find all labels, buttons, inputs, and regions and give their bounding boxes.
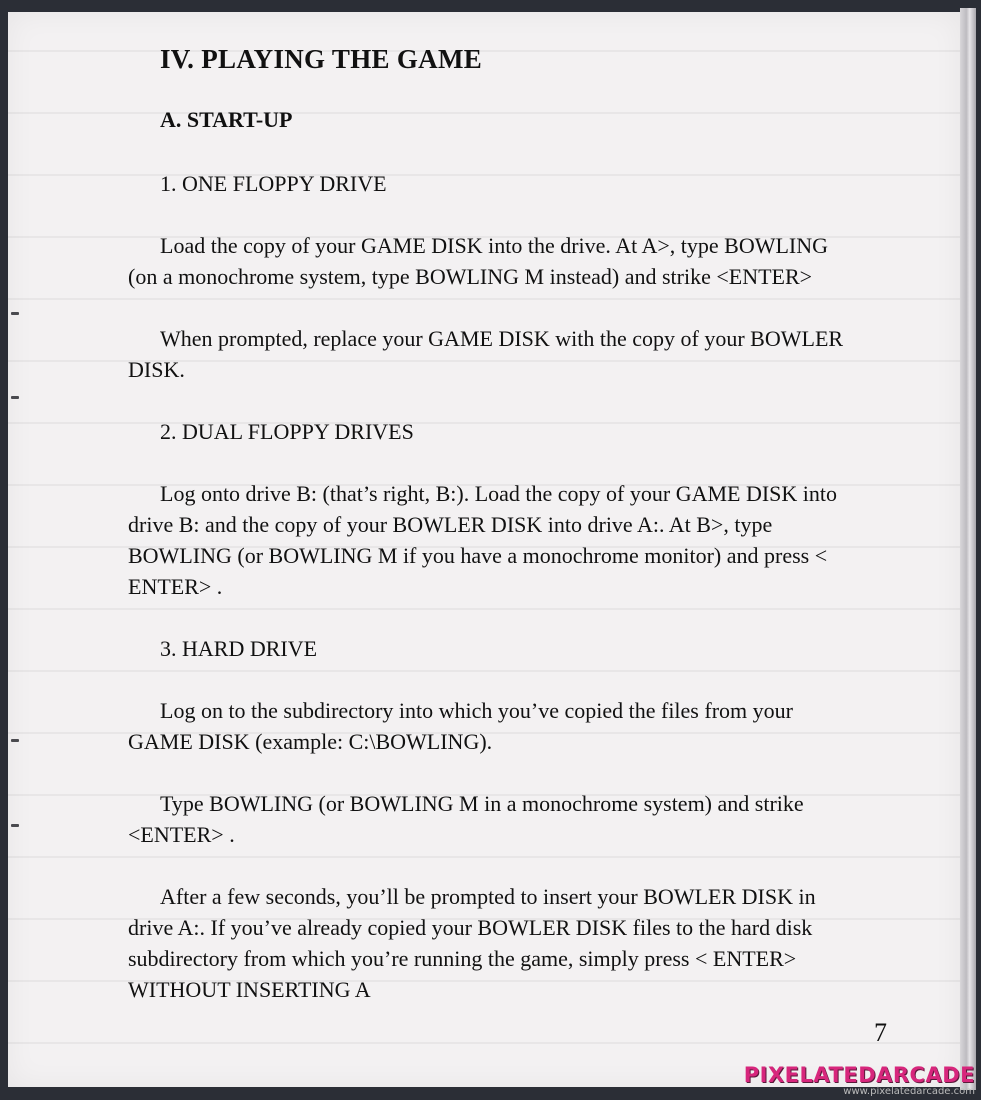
- chapter-title: IV. PLAYING THE GAME: [160, 44, 483, 74]
- page-content: [128, 42, 848, 1036]
- subsection-heading: 2. DUAL FLOPPY DRIVES: [160, 419, 414, 444]
- page-number: 7: [874, 1018, 887, 1047]
- binding-mark: [11, 824, 19, 827]
- watermark-logo: PIXELATEDARCADE: [743, 1063, 975, 1087]
- page-edge: [960, 8, 976, 1090]
- paragraph: After a few seconds, you’ll be prompted to insert your BOWLER DISK in drive A:. If you’ve already copied your BOWLER DISK files to the hard disk subdirectory from which you’re running the game, simply press < ENTER> WITHOUT INSERTING A: [128, 884, 816, 1002]
- section-heading: A. START-UP: [160, 107, 293, 132]
- watermark: [744, 1064, 975, 1098]
- paragraph: Log on to the subdirectory into which you’ve copied the files from your GAME DISK (example: C:\BOWLING).: [128, 698, 793, 754]
- subsection-heading: 3. HARD DRIVE: [160, 636, 318, 661]
- subsection-heading: 1. ONE FLOPPY DRIVE: [160, 171, 387, 196]
- paragraph: Log onto drive B: (that’s right, B:). Load the copy of your GAME DISK into drive B: and the copy of your BOWLER DISK into drive A:. At B>, type BOWLING (or BOWLING M if you have a monochrome monitor) and press < ENTER> .: [128, 481, 838, 599]
- binding-mark: [11, 739, 19, 742]
- paragraph: When prompted, replace your GAME DISK with the copy of your BOWLER DISK.: [128, 326, 844, 382]
- binding-mark: [11, 312, 19, 315]
- paragraph: Type BOWLING (or BOWLING M in a monochrome system) and strike <ENTER> .: [128, 791, 804, 847]
- watermark-url: www.pixelatedarcade.com: [843, 1086, 975, 1097]
- paragraph: Load the copy of your GAME DISK into the drive. At A>, type BOWLING (on a monochrome system, type BOWLING M instead) and strike <ENTER>: [128, 233, 829, 289]
- binding-mark: [11, 396, 19, 399]
- manual-page: [8, 12, 960, 1087]
